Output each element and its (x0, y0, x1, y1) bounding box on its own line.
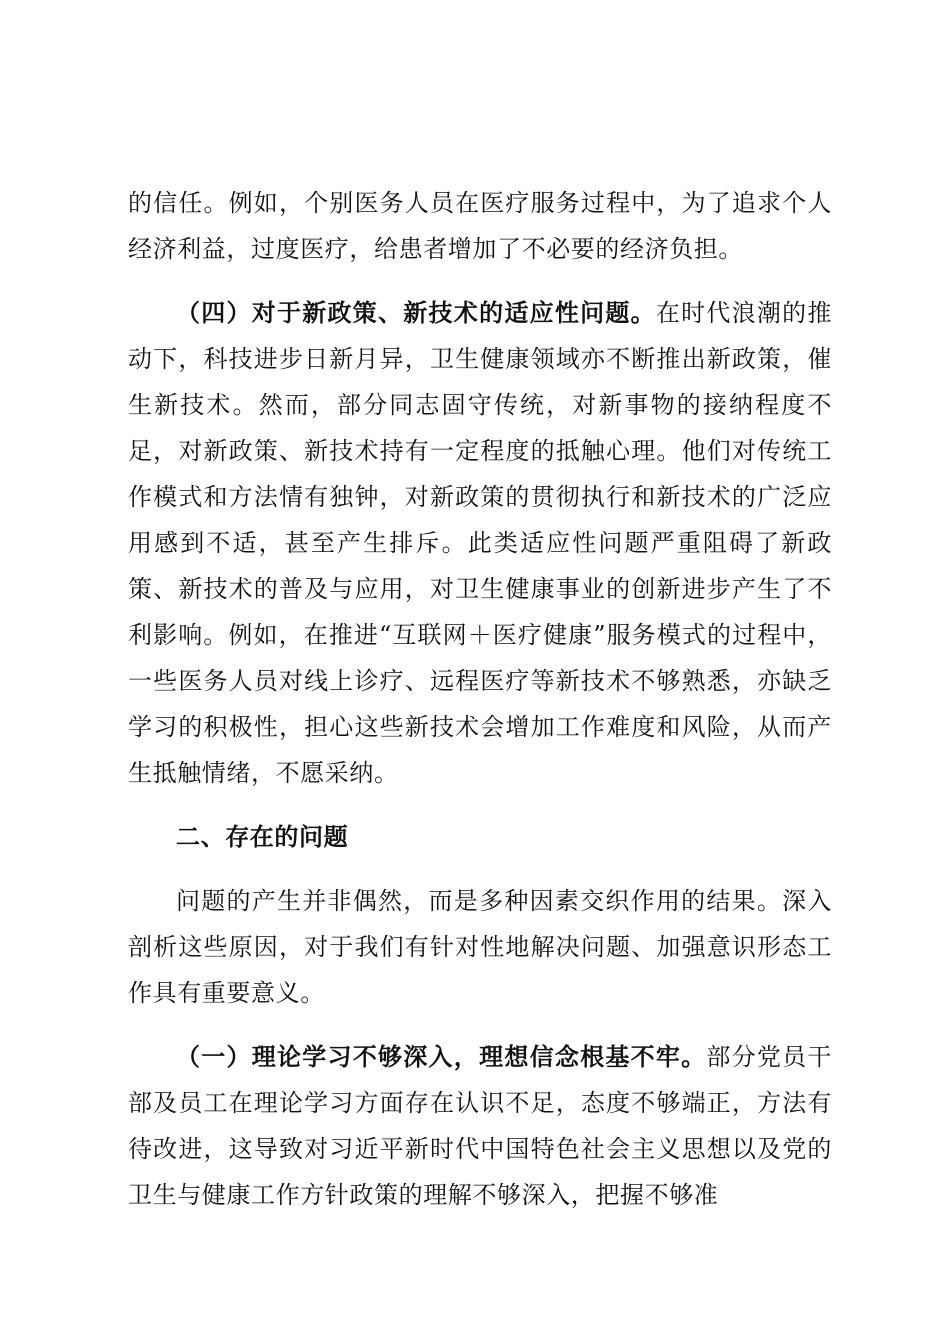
intro-paragraph: 问题的产生并非偶然，而是多种因素交织作用的结果。深入剖析这些原因，对于我们有针对性地解决问题、加强意识形态工作具有重要意义。 (128, 887, 832, 1007)
section-four-title: （四）对于新政策、新技术的适应性问题。 (176, 298, 656, 327)
heading-existing-problems: 二、存在的问题 (176, 822, 349, 851)
paragraph-continuation: 的信任。例如，个别医务人员在医疗服务过程中，为了追求个人经济利益，过度医疗，给患者增加了不必要的经济负担。 (128, 189, 832, 263)
section-one-title: （一）理论学习不够深入，理想信念根基不牢。 (176, 1042, 707, 1071)
document-body (128, 180, 832, 1236)
section-one-body: 部分党员干部及员工在理论学习方面存在认识不足，态度不够端正，方法有待改进，这导致对习近平新时代中国特色社会主义思想以及党的卫生与健康工作方针政策的理解不够深入，把握不够准 (128, 1043, 832, 1209)
section-one-paragraph (128, 1034, 832, 1218)
section-four-body: 在时代浪潮的推动下，科技进步日新月异，卫生健康领域亦不断推出新政策，催生新技术。然而，部分同志固守传统，对新事物的接纳程度不足，对新政策、新技术持有一定程度的抵触心理。他们对传统工作模式和方法情有独钟，对新政策的贯彻执行和新技术的广泛应用感到不适，甚至产生排斥。此类适应性问题严重阻碍了新政策、新技术的普及与应用，对卫生健康事业的创新进步产生了不利影响。例如，在推进“互联网＋医疗健康”服务模式的过程中，一些医务人员对线上诊疗、远程医疗等新技术不够熟悉，亦缺乏学习的积极性，担心这些新技术会增加工作难度和风险，从而产生抵触情绪，不愿采纳。 (128, 299, 832, 787)
section-four-paragraph (128, 290, 832, 796)
